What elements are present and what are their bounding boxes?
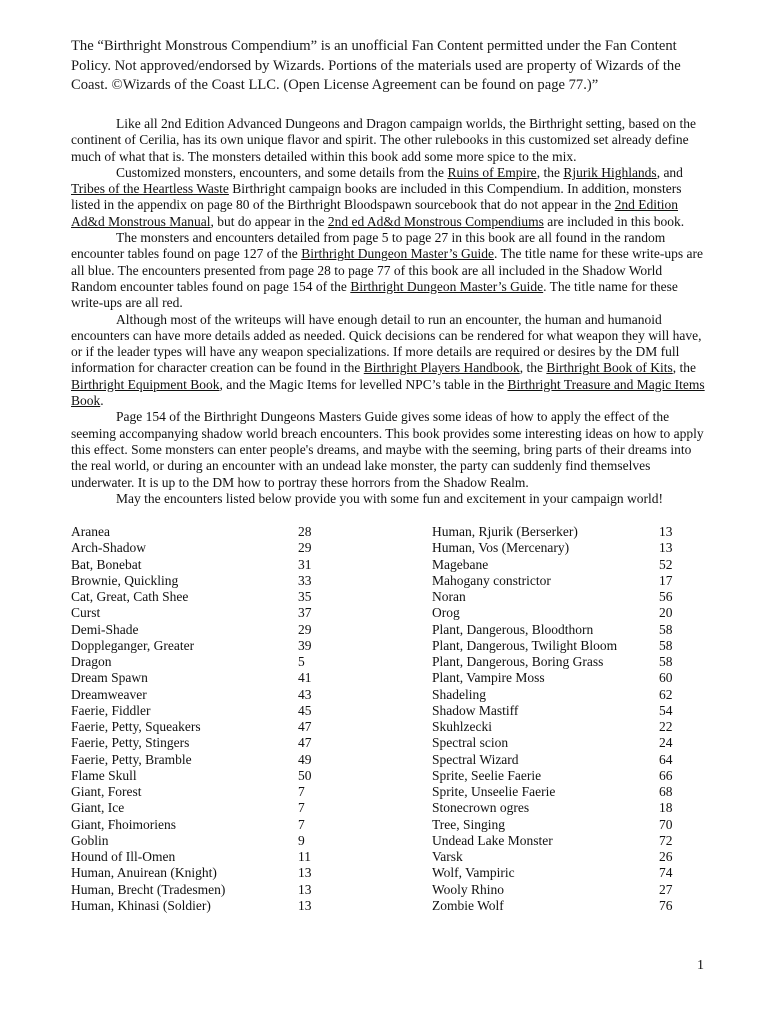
monster-name: Cat, Great, Cath Shee (71, 589, 189, 604)
index-entry (432, 557, 682, 573)
index-entry (71, 703, 351, 719)
monster-page-number: 41 (298, 670, 312, 686)
paragraph-text: . The title name for these write-ups are all blue. The encounters presented from page 28 to page 77 of this book are all included in the Shadow World Random encounter tables found on page 154 of the (71, 246, 703, 294)
index-entry (432, 882, 682, 898)
paragraph-text: Birthright campaign books are included in this Compendium. In addition, monsters listed in the appendix on page 80 of the Birthright Bloodspawn sourcebook that do not appear in the (71, 181, 682, 213)
index-entry (71, 638, 351, 654)
body-paragraph (71, 230, 705, 311)
monster-name: Giant, Fhoimoriens (71, 816, 176, 832)
book-title-link[interactable]: 2nd ed Ad&d Monstrous Compendiums (327, 213, 544, 229)
monster-page-number: 74 (659, 865, 673, 881)
paragraph-text: , and the Magic Items for levelled NPC’s table in the (219, 376, 508, 392)
monster-name: Skuhlzecki (432, 719, 492, 734)
paragraph-text: Like all 2nd Edition Advanced Dungeons and Dragon campaign worlds, the Birthright setting, based on the continent of Cerilia, has its own unique flavor and spirit. The other rulebooks in this customized set already define much of what that is. The monsters detailed within this book add some more spice to the mix. (71, 116, 697, 164)
monster-page-number: 7 (298, 816, 305, 832)
monster-page-number: 27 (659, 881, 673, 897)
index-entry (71, 622, 351, 638)
monster-name: Dream Spawn (71, 670, 148, 686)
paragraph-text: , the (519, 360, 547, 376)
monster-page-number: 13 (298, 881, 312, 897)
index-entry (432, 784, 682, 800)
monster-name: Dreamweaver (71, 686, 147, 702)
index-entry (71, 687, 351, 703)
monster-name: Arch-Shadow (71, 540, 146, 556)
index-entry (71, 817, 351, 833)
monster-page-number: 76 (659, 897, 673, 913)
index-entry (71, 573, 351, 589)
monster-page-number: 45 (298, 702, 312, 718)
paragraph-text: . (100, 393, 104, 409)
monster-page-number: 29 (298, 621, 312, 637)
book-title-link[interactable]: Tribes of the Heartless Waste (71, 181, 229, 197)
index-entry (432, 670, 682, 686)
monster-name: Hound of Ill-Omen (71, 849, 176, 864)
monster-page-number: 11 (298, 849, 311, 864)
body-paragraph (71, 312, 705, 410)
monster-name: Orog (432, 605, 460, 621)
monster-name: Faerie, Petty, Squeakers (71, 719, 201, 734)
index-entry (432, 589, 682, 605)
monster-name: Dragon (71, 654, 112, 669)
index-entry (71, 768, 351, 784)
index-entry (432, 573, 682, 589)
body-paragraph (71, 165, 705, 230)
book-title-link[interactable]: Birthright Dungeon Master’s Guide (350, 278, 544, 294)
monster-name: Wooly Rhino (432, 881, 505, 897)
monster-page-number: 17 (659, 572, 673, 588)
paragraph-text: , the (672, 360, 696, 376)
page-number: 1 (697, 958, 704, 973)
monster-page-number: 54 (659, 702, 673, 718)
index-entry (71, 654, 351, 670)
monster-page-number: 50 (298, 767, 312, 783)
index-entry (432, 654, 682, 670)
monster-name: Tree, Singing (432, 816, 506, 832)
introduction-text (71, 116, 705, 507)
monster-name: Goblin (71, 832, 109, 848)
monster-name: Brownie, Quickling (71, 572, 179, 588)
monster-page-number: 64 (659, 751, 673, 767)
paragraph-text: . The title name for these write-ups are all red. (71, 278, 678, 311)
book-title-link[interactable]: Birthright Treasure and Magic Items Book (71, 376, 705, 409)
monster-name: Stonecrown ogres (432, 800, 530, 816)
index-entry (432, 540, 682, 556)
book-title-link[interactable]: Birthright Equipment Book (71, 376, 220, 392)
index-entry (71, 833, 351, 849)
monster-name: Bat, Bonebat (71, 556, 142, 572)
book-title-link[interactable]: Birthright Players Handbook (363, 360, 520, 376)
monster-name: Shadeling (432, 686, 486, 702)
book-title-link[interactable]: Birthright Dungeon Master’s Guide (301, 246, 495, 262)
monster-page-number: 20 (659, 605, 673, 621)
index-entry (432, 524, 682, 540)
monster-page-number: 62 (659, 686, 673, 702)
book-title-link[interactable]: Birthright Book of Kits (546, 360, 673, 376)
monster-page-number: 5 (298, 654, 305, 669)
index-entry (432, 735, 682, 751)
paragraph-text: Customized monsters, encounters, and some details from the (116, 164, 448, 180)
monster-page-number: 13 (659, 524, 673, 539)
monster-name: Faerie, Fiddler (71, 702, 151, 718)
index-entry (432, 865, 682, 881)
monster-name: Undead Lake Monster (432, 832, 553, 848)
monster-page-number: 58 (659, 637, 673, 653)
monster-name: Giant, Forest (71, 784, 142, 799)
body-paragraph (71, 491, 705, 507)
monster-page-number: 70 (659, 816, 673, 832)
index-entry (432, 833, 682, 849)
monster-page-number: 13 (298, 865, 312, 881)
paragraph-text: , but do appear in the (210, 213, 328, 229)
monster-name: Curst (71, 605, 101, 621)
monster-page-number: 47 (298, 719, 312, 734)
index-entry (432, 768, 682, 784)
index-entry (71, 800, 351, 816)
monster-name: Plant, Dangerous, Twilight Bloom (432, 637, 618, 653)
monster-name: Human, Khinasi (Soldier) (71, 897, 211, 913)
monster-name: Sprite, Unseelie Faerie (432, 784, 556, 799)
index-entry (71, 735, 351, 751)
monster-page-number: 37 (298, 605, 312, 621)
index-entry (71, 670, 351, 686)
monster-page-number: 18 (659, 800, 673, 816)
monster-name: Aranea (71, 524, 110, 539)
monster-page-number: 49 (298, 751, 312, 767)
index-entry (71, 849, 351, 865)
monster-name: Varsk (432, 849, 463, 864)
index-entry (71, 719, 351, 735)
index-entry (71, 589, 351, 605)
paragraph-text: Page 154 of the Birthright Dungeons Masters Guide gives some ideas of how to apply the effect of the seeming accompanying shadow world breach encounters. This book provides some interesting ideas on how to apply this effect. Some monsters can enter people's dreams, and maybe with the seeming, bring parts of their dreams into the real world, or during an encounter with an undead lake monster, the party can suddenly find themselves underwater. It is up to the DM how to portray these horrors from the Shadow Realm. (71, 409, 704, 490)
body-paragraph (71, 409, 705, 490)
monster-page-number: 52 (659, 556, 673, 572)
monster-page-number: 35 (298, 589, 312, 604)
body-paragraph (71, 116, 705, 165)
index-entry (432, 703, 682, 719)
book-title-link[interactable]: 2nd Edition Ad&d Monstrous Manual (71, 197, 679, 229)
monster-name: Wolf, Vampiric (432, 865, 515, 881)
monster-page-number: 68 (659, 784, 673, 799)
index-entry (432, 752, 682, 768)
paragraph-text: Although most of the writeups will have enough detail to run an encounter, the human and humanoid encounters can have more details added as needed. Quick decisions can be rendered for what weapon they will have, or if the leader types will have any weapon specializations. If more details are required or desires by the DM full information for character creation can be found in the (71, 311, 702, 376)
index-entry (432, 800, 682, 816)
index-entry (432, 638, 682, 654)
monster-name: Human, Brecht (Tradesmen) (71, 881, 226, 897)
monster-page-number: 66 (659, 767, 673, 783)
monster-page-number: 58 (659, 654, 673, 669)
index-entry (432, 719, 682, 735)
monster-page-number: 7 (298, 800, 305, 816)
monster-page-number: 9 (298, 832, 305, 848)
index-entry (71, 524, 351, 540)
monster-name: Mahogany constrictor (432, 572, 551, 588)
monster-page-number: 13 (659, 540, 673, 556)
monster-page-number: 26 (659, 849, 673, 864)
index-entry (71, 540, 351, 556)
monster-name: Flame Skull (71, 767, 137, 783)
index-entry (432, 898, 682, 914)
monster-name: Zombie Wolf (432, 897, 504, 913)
monster-page-number: 58 (659, 621, 673, 637)
book-title-link[interactable]: Rjurik Highlands (563, 164, 657, 180)
monster-name: Faerie, Petty, Bramble (71, 751, 192, 767)
monster-page-number: 56 (659, 589, 673, 604)
index-entry (71, 557, 351, 573)
index-entry (432, 849, 682, 865)
monster-page-number: 22 (659, 719, 673, 734)
paragraph-text: , the (536, 164, 564, 180)
monster-page-number: 60 (659, 670, 673, 686)
index-entry (71, 865, 351, 881)
monster-name: Noran (432, 589, 466, 604)
index-entry (71, 882, 351, 898)
index-entry (432, 687, 682, 703)
fan-content-notice: The “Birthright Monstrous Compendium” is an unofficial Fan Content permitted under the Fan Content Policy. Not approved/endorsed by Wizards. Portions of the materials used are property of Wizards of the Coast. ©Wizards of the Coast LLC. (Open License Agreement can be found on page 77.)” (71, 38, 681, 93)
monster-page-number: 28 (298, 524, 312, 539)
monster-page-number: 33 (298, 572, 312, 588)
monster-index-right-column (432, 524, 682, 914)
index-entry (71, 898, 351, 914)
monster-page-number: 29 (298, 540, 312, 556)
index-entry (71, 752, 351, 768)
monster-name: Plant, Dangerous, Boring Grass (432, 654, 604, 669)
paragraph-text: , and (656, 164, 683, 180)
monster-index-left-column (71, 524, 351, 914)
monster-name: Plant, Vampire Moss (432, 670, 545, 686)
monster-name: Shadow Mastiff (432, 702, 519, 718)
monster-name: Human, Rjurik (Berserker) (432, 524, 578, 539)
index-entry (432, 605, 682, 621)
paragraph-text: The monsters and encounters detailed from page 5 to page 27 in this book are all found in the random encounter tables found on page 127 of the (71, 230, 666, 262)
monster-page-number: 24 (659, 735, 673, 751)
monster-name: Spectral scion (432, 735, 509, 751)
monster-name: Plant, Dangerous, Bloodthorn (432, 621, 594, 637)
monster-name: Doppleganger, Greater (71, 637, 195, 653)
monster-name: Human, Anuirean (Knight) (71, 865, 217, 881)
monster-name: Demi-Shade (71, 621, 139, 637)
index-entry (432, 817, 682, 833)
monster-name: Magebane (432, 556, 489, 572)
monster-name: Faerie, Petty, Stingers (71, 735, 190, 751)
monster-page-number: 31 (298, 556, 312, 572)
monster-page-number: 39 (298, 637, 312, 653)
monster-name: Giant, Ice (71, 800, 125, 816)
monster-page-number: 47 (298, 735, 312, 751)
book-title-link[interactable]: Ruins of Empire (447, 164, 537, 180)
index-entry (432, 622, 682, 638)
paragraph-text: are included in this book. (543, 213, 685, 229)
index-entry (71, 605, 351, 621)
monster-page-number: 43 (298, 686, 312, 702)
monster-page-number: 7 (298, 784, 305, 799)
monster-name: Spectral Wizard (432, 751, 519, 767)
paragraph-text: May the encounters listed below provide you with some fun and excitement in your campaign world! (116, 490, 663, 506)
monster-page-number: 13 (298, 897, 312, 913)
monster-page-number: 72 (659, 832, 673, 848)
monster-name: Sprite, Seelie Faerie (432, 767, 542, 783)
index-entry (71, 784, 351, 800)
monster-name: Human, Vos (Mercenary) (432, 540, 570, 556)
